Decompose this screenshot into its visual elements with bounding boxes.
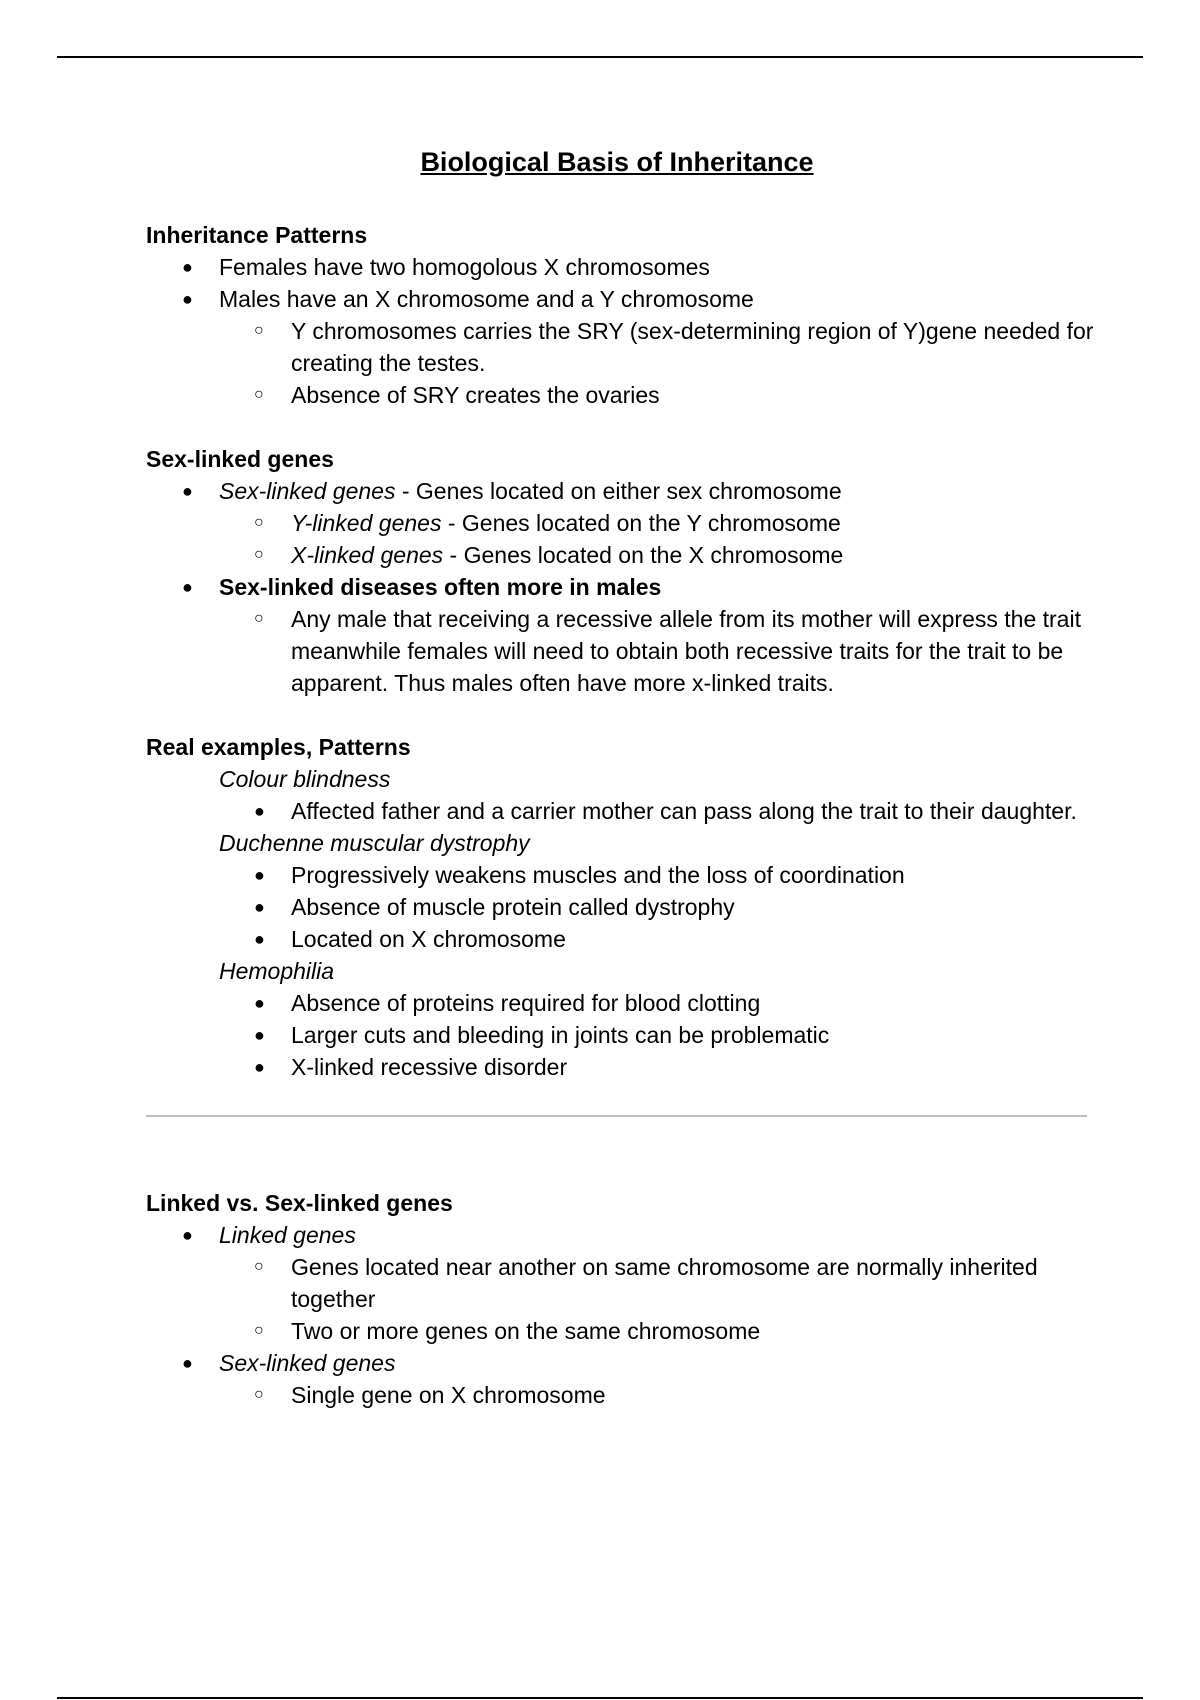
top-rule — [57, 56, 1143, 58]
list-item: ● Linked genes — [146, 1219, 1096, 1251]
bullet-icon: ● — [182, 1353, 193, 1373]
inheritance-list — [146, 251, 1096, 411]
example-name-colour-blindness: Colour blindness — [219, 766, 391, 792]
list-item: ● Absence of muscle protein called dystrophy — [146, 891, 1096, 923]
bullet-icon: ● — [182, 481, 193, 501]
example-name-hemophilia: Hemophilia — [219, 958, 335, 984]
list-item: ● Located on X chromosome — [146, 923, 1096, 955]
section-heading-sex-linked-genes: Sex-linked genes — [146, 446, 334, 472]
sub-list-item: ○ Y chromosomes carries the SRY (sex-determining region of Y)gene needed for creating the testes. — [146, 315, 1096, 379]
sub-list-item: ○ Absence of SRY creates the ovaries — [146, 379, 1096, 411]
bullet-icon: ● — [254, 865, 265, 885]
sub-list-item: ○ Any male that receiving a recessive allele from its mother will express the trait meanwhile females will need to obtain both recessive traits for the trait to be apparent. Thus males often have more x-linked traits. — [146, 603, 1096, 699]
duchenne-list — [146, 859, 1096, 955]
list-item: ● X-linked recessive disorder — [146, 1051, 1096, 1083]
bullet-icon: ● — [182, 577, 193, 597]
document-body — [146, 219, 1096, 1411]
sub-list-item: ○ X-linked genes - Genes located on the X chromosome — [146, 539, 1096, 571]
circle-bullet-icon: ○ — [254, 1322, 264, 1339]
sub-list-item: ○ Single gene on X chromosome — [146, 1379, 1096, 1411]
bullet-icon: ● — [182, 289, 193, 309]
bullet-icon: ● — [182, 257, 193, 277]
bullet-icon: ● — [254, 929, 265, 949]
circle-bullet-icon: ○ — [254, 514, 264, 531]
circle-bullet-icon: ○ — [254, 546, 264, 563]
sex-linked-list — [146, 475, 1096, 699]
colour-blindness-list — [146, 795, 1096, 827]
list-item: ● Sex-linked genes - Genes located on either sex chromosome — [146, 475, 1096, 507]
bullet-icon: ● — [254, 897, 265, 917]
list-item: ● Affected father and a carrier mother can pass along the trait to their daughter. — [146, 795, 1096, 827]
sub-list-item: ○ Y-linked genes - Genes located on the Y chromosome — [146, 507, 1096, 539]
section-heading-real-examples: Real examples, Patterns — [146, 734, 411, 760]
list-item: ● Sex-linked genes — [146, 1347, 1096, 1379]
circle-bullet-icon: ○ — [254, 1386, 264, 1403]
circle-bullet-icon: ○ — [254, 322, 264, 339]
bullet-icon: ● — [254, 993, 265, 1013]
bottom-rule — [57, 1697, 1143, 1699]
list-item: ● Progressively weakens muscles and the loss of coordination — [146, 859, 1096, 891]
bullet-icon: ● — [254, 1057, 265, 1077]
section-heading-inheritance-patterns: Inheritance Patterns — [146, 222, 368, 248]
page-title: Biological Basis of Inheritance — [420, 147, 814, 177]
example-name-duchenne: Duchenne muscular dystrophy — [219, 830, 530, 856]
bullet-icon: ● — [254, 1025, 265, 1045]
list-item: ● Females have two homogolous X chromosomes — [146, 251, 1096, 283]
sub-list-item: ○ Genes located near another on same chromosome are normally inherited together — [146, 1251, 1096, 1315]
circle-bullet-icon: ○ — [254, 1258, 264, 1275]
list-item: ● Males have an X chromosome and a Y chromosome — [146, 283, 1096, 315]
list-item: ● Absence of proteins required for blood clotting — [146, 987, 1096, 1019]
bullet-icon: ● — [254, 801, 265, 821]
linked-list — [146, 1219, 1096, 1411]
list-item: ● Larger cuts and bleeding in joints can be problematic — [146, 1019, 1096, 1051]
circle-bullet-icon: ○ — [254, 386, 264, 403]
section-heading-linked-vs-sex-linked: Linked vs. Sex-linked genes — [146, 1190, 453, 1216]
hemophilia-list — [146, 987, 1096, 1083]
sub-list-item: ○ Two or more genes on the same chromosome — [146, 1315, 1096, 1347]
bullet-icon: ● — [182, 1225, 193, 1245]
list-item: ● Sex-linked diseases often more in males — [146, 571, 1096, 603]
circle-bullet-icon: ○ — [254, 610, 264, 627]
